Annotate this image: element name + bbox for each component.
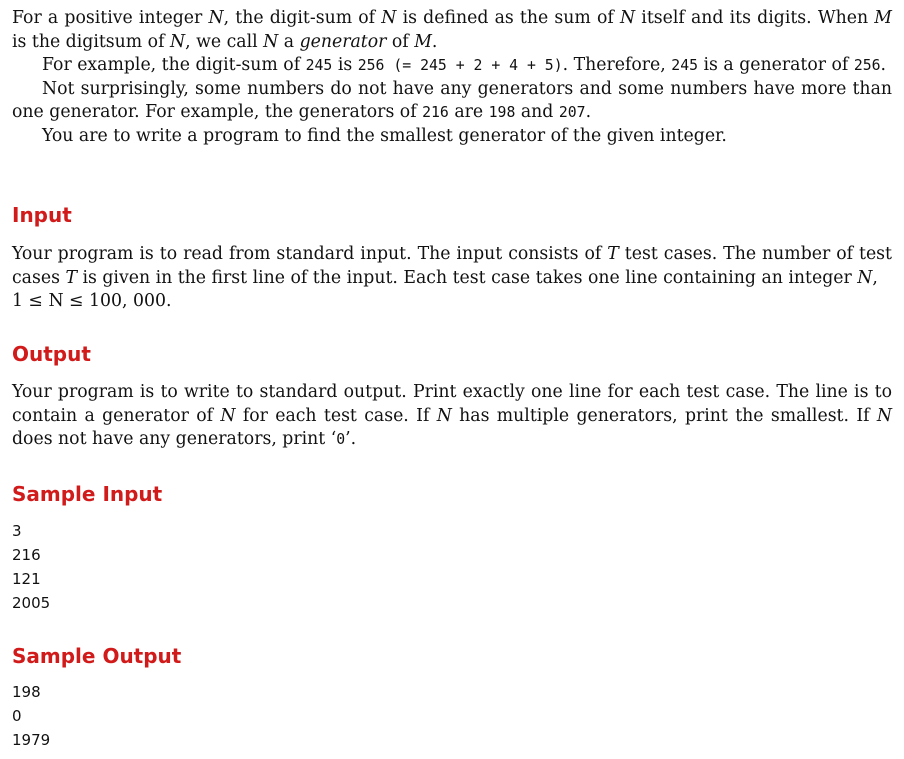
sample-input-line: 3 — [12, 522, 22, 540]
intro-paragraph-definition: For a positive integer N, the digit-sum of N is defined as the sum of N itself and its digits. When M is the digitsum of N, we call N a generator of M. — [12, 8, 892, 52]
sample-input-line: 2005 — [12, 594, 51, 612]
problem-statement — [12, 0, 892, 148]
sample-output-line: 198 — [12, 683, 41, 701]
output-section-title: Output — [12, 342, 91, 366]
output-description: Your program is to write to standard output. Print exactly one line for each test case. The line is to contain a generator of N for each test case. If N has multiple generators, print the smallest. If N does not have any generators, print ‘0’. — [12, 382, 893, 449]
sample-input-block — [12, 519, 50, 615]
intro-paragraph-example: For example, the digit-sum of 245 is 256 (= 245 + 2 + 4 + 5). Therefore, 245 is a generator of 256. — [42, 55, 887, 75]
sample-input-line: 121 — [12, 570, 41, 588]
sample-output-block — [12, 680, 50, 752]
sample-output-title: Sample Output — [12, 644, 182, 668]
sample-output-line: 0 — [12, 707, 22, 725]
sample-output-line: 1979 — [12, 731, 51, 749]
input-description: Your program is to read from standard input. The input consists of T test cases. The number of test cases T is given in the first line of the input. Each test case takes one line containing an integer N, 1 ≤ N ≤ 100, 000. — [12, 244, 892, 311]
input-section-body — [12, 243, 892, 314]
sample-input-title: Sample Input — [12, 482, 163, 506]
input-range: 1 ≤ N ≤ 100, 000. — [12, 291, 172, 311]
sample-input-line: 216 — [12, 546, 41, 564]
intro-paragraph-multiple: Not surprisingly, some numbers do not have any generators and some numbers have more than one generator. For example, the generators of 216 are 198 and 207. — [12, 78, 892, 122]
output-section-body — [12, 381, 892, 452]
intro-paragraph-task: You are to write a program to find the smallest generator of the given integer. — [42, 125, 727, 146]
input-section-title: Input — [12, 203, 72, 227]
